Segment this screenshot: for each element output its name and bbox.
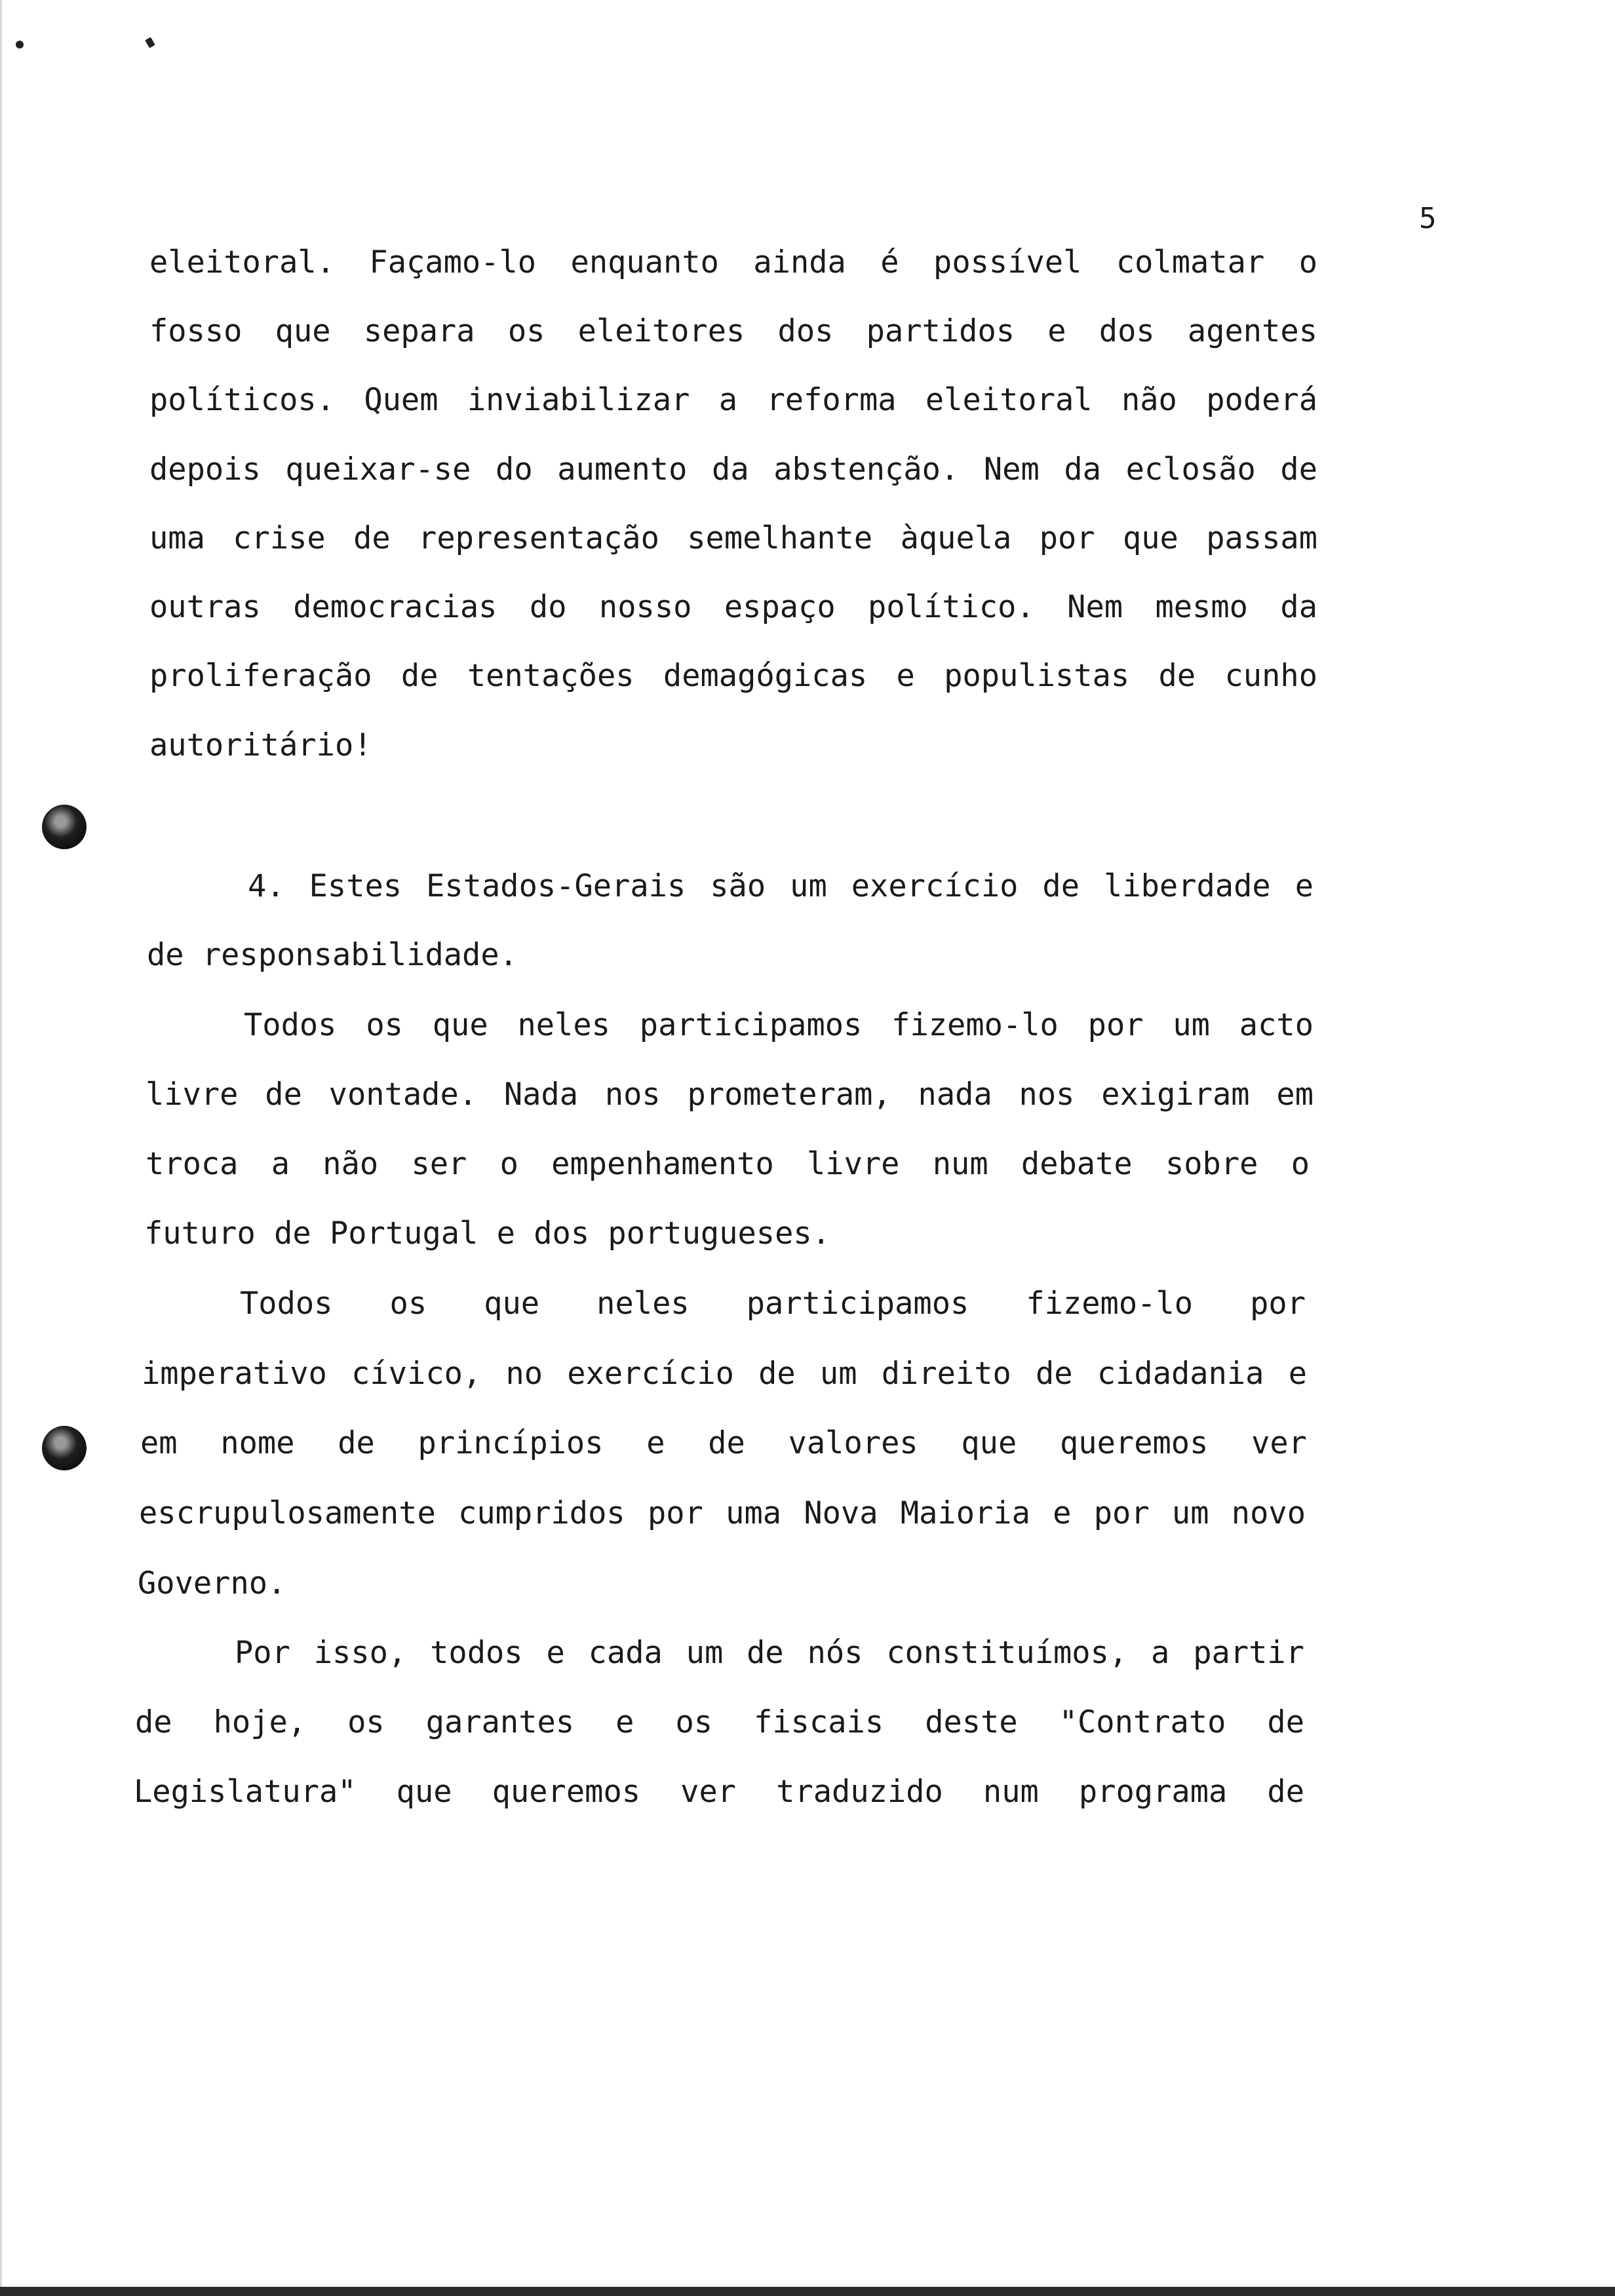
text-line: autoritário! xyxy=(149,727,372,763)
text-line: escrupulosamente cumpridos por uma Nova Maioria e por um novo xyxy=(139,1495,1306,1531)
text-line: livre de vontade. Nada nos prometeram, nada nos exigiram em xyxy=(146,1077,1313,1113)
scan-speck xyxy=(145,37,155,48)
text-line: futuro de Portugal e dos portugueses. xyxy=(144,1215,830,1252)
text-line: Legislatura" que queremos ver traduzido num programa de xyxy=(134,1774,1304,1810)
text-line: Todos os que neles participamos fizemo-lo por xyxy=(240,1286,1306,1322)
text-line: imperativo cívico, no exercício de um direito de cidadania e xyxy=(142,1356,1307,1392)
text-line: Governo. xyxy=(138,1565,286,1601)
punch-hole xyxy=(42,1426,87,1470)
text-line: políticos. Quem inviabilizar a reforma eleitoral não poderá xyxy=(149,382,1317,418)
text-line: de responsabilidade. xyxy=(147,937,518,973)
text-line: em nome de princípios e de valores que queremos ver xyxy=(140,1425,1307,1461)
scan-speck xyxy=(16,41,24,48)
page-left-edge xyxy=(0,0,2,2296)
punch-hole xyxy=(42,805,87,849)
page-bottom-edge xyxy=(0,2287,1615,2296)
text-line: troca a não ser o empenhamento livre num debate sobre o xyxy=(146,1146,1310,1182)
text-line: fosso que separa os eleitores dos partidos e dos agentes xyxy=(149,313,1317,349)
section-heading-line: 4. Estes Estados-Gerais são um exercício de liberdade e xyxy=(248,868,1313,904)
text-line: proliferação de tentações demagógicas e populistas de cunho xyxy=(149,658,1317,694)
text-line: Por isso, todos e cada um de nós constituímos, a partir xyxy=(235,1635,1304,1671)
text-line: depois queixar-se do aumento da abstenção. Nem da eclosão de xyxy=(149,451,1317,488)
text-line: Todos os que neles participamos fizemo-lo por um acto xyxy=(244,1007,1313,1043)
text-line: de hoje, os garantes e os fiscais deste "Contrato de xyxy=(135,1704,1304,1740)
text-line: eleitoral. Façamo-lo enquanto ainda é possível colmatar o xyxy=(149,244,1317,280)
text-line: outras democracias do nosso espaço político. Nem mesmo da xyxy=(149,589,1317,625)
page-number: 5 xyxy=(1419,202,1437,235)
text-line: uma crise de representação semelhante àquela por que passam xyxy=(149,520,1317,556)
